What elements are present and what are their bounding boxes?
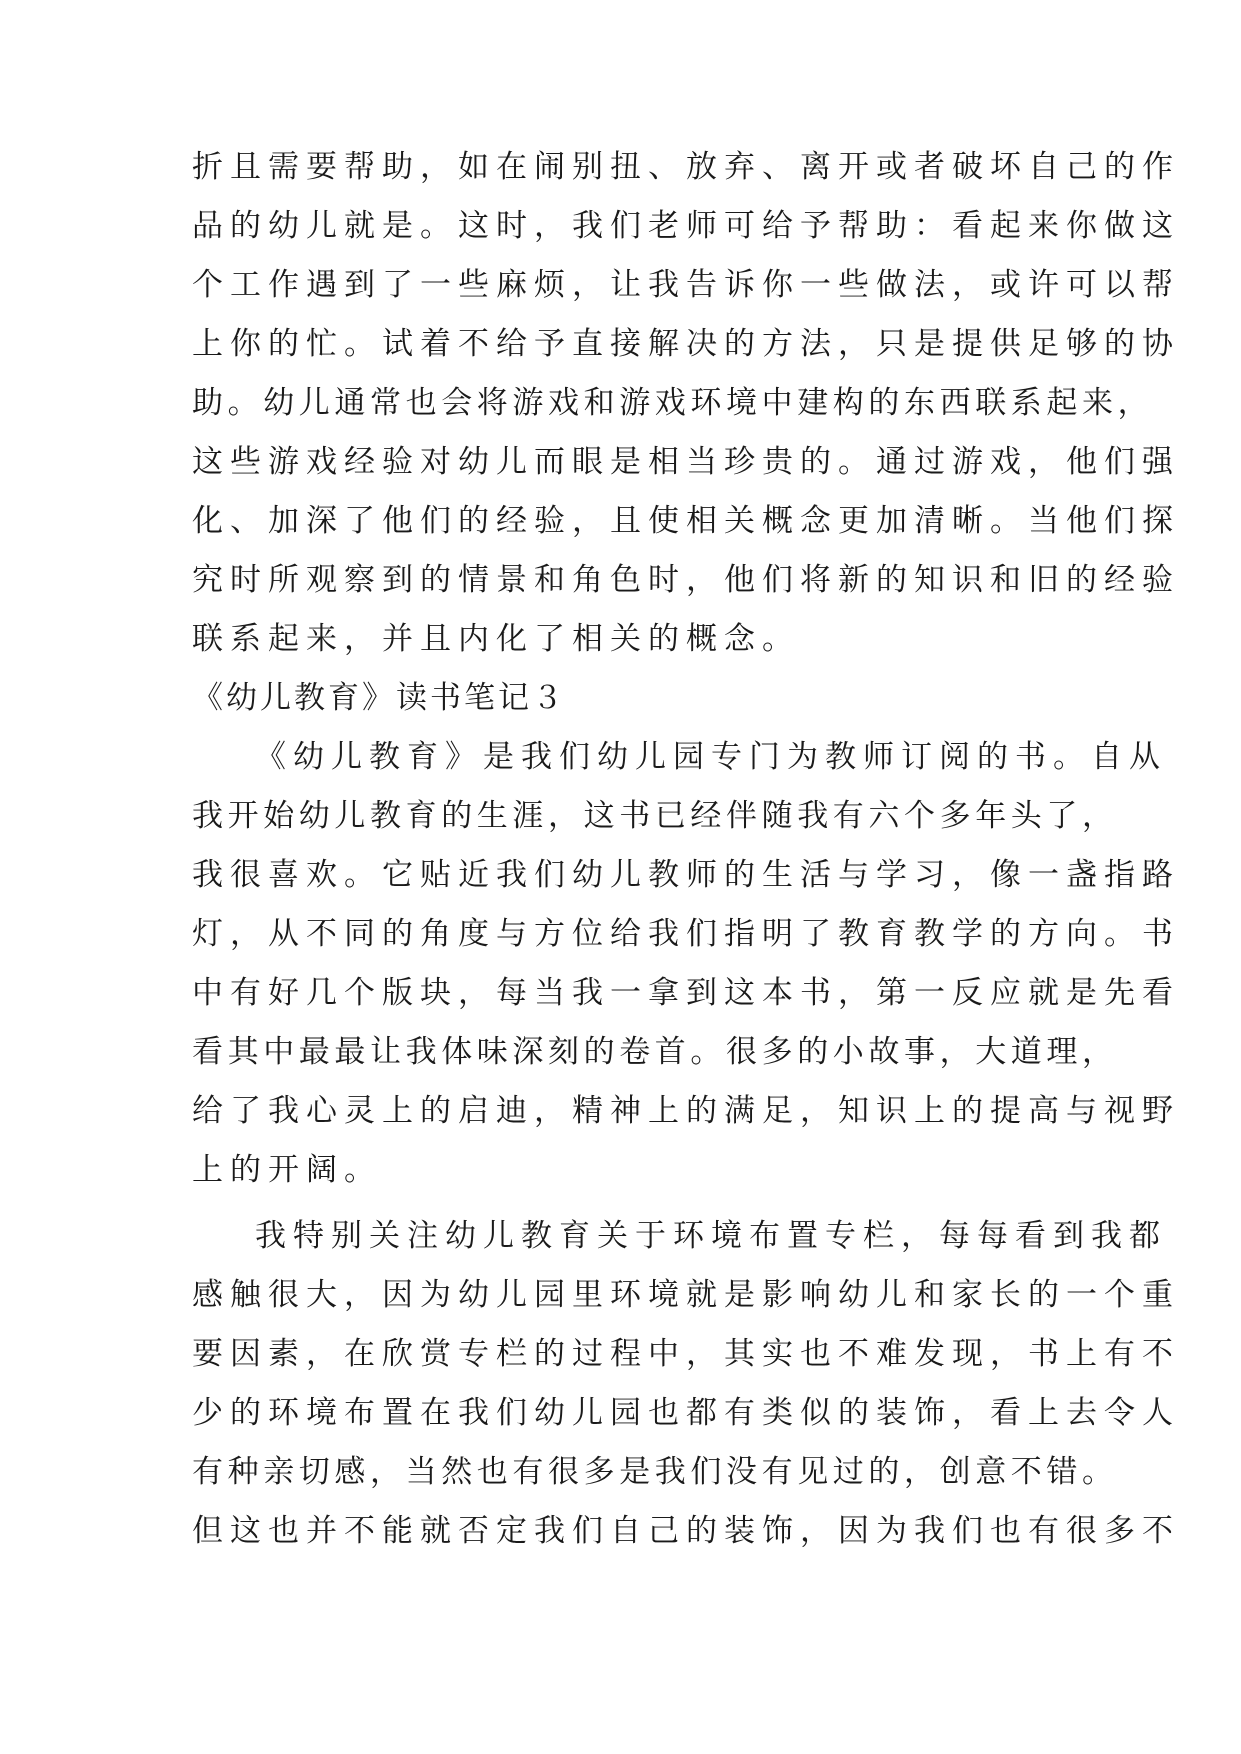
- text-line: 上的开阔。: [192, 1152, 382, 1188]
- text-line: 个工作遇到了一些麻烦，让我告诉你一些做法，或许可以帮: [192, 267, 1180, 303]
- text-line: 我很喜欢。它贴近我们幼儿教师的生活与学习，像一盏指路: [192, 857, 1180, 893]
- text-line: 中有好几个版块，每当我一拿到这本书，第一反应就是先看: [192, 975, 1180, 1011]
- text-line: 我开始幼儿教育的生涯，这书已经伴随我有六个多年头了，: [192, 798, 1118, 834]
- text-line: 有种亲切感，当然也有很多是我们没有见过的，创意不错。: [192, 1454, 1118, 1490]
- paragraph-first-line: 我特别关注幼儿教育关于环境布置专栏，每每看到我都: [255, 1218, 1167, 1254]
- text-line: 折且需要帮助，如在闹别扭、放弃、离开或者破坏自己的作: [192, 149, 1180, 185]
- text-line: 究时所观察到的情景和角色时，他们将新的知识和旧的经验: [192, 562, 1180, 598]
- text-line: 少的环境布置在我们幼儿园也都有类似的装饰，看上去令人: [192, 1395, 1180, 1431]
- text-line: 这些游戏经验对幼儿而眼是相当珍贵的。通过游戏，他们强: [192, 444, 1180, 480]
- text-line: 联系起来，并且内化了相关的概念。: [192, 621, 800, 657]
- text-line: 化、加深了他们的经验，且使相关概念更加清晰。当他们探: [192, 503, 1180, 539]
- text-line: 但这也并不能就否定我们自己的装饰，因为我们也有很多不: [192, 1513, 1180, 1549]
- text-line: 上你的忙。试着不给予直接解决的方法，只是提供足够的协: [192, 326, 1180, 362]
- text-line: 品的幼儿就是。这时，我们老师可给予帮助：看起来你做这: [192, 208, 1180, 244]
- text-line: 看其中最最让我体味深刻的卷首。很多的小故事，大道理，: [192, 1034, 1118, 1070]
- text-line: 灯，从不同的角度与方位给我们指明了教育教学的方向。书: [192, 916, 1180, 952]
- text-line: 给了我心灵上的启迪，精神上的满足，知识上的提高与视野: [192, 1093, 1180, 1129]
- text-line: 感触很大，因为幼儿园里环境就是影响幼儿和家长的一个重: [192, 1277, 1180, 1313]
- text-line: 助。幼儿通常也会将游戏和游戏环境中建构的东西联系起来，: [192, 385, 1154, 421]
- section-heading: 《幼儿教育》读书笔记３: [192, 680, 566, 716]
- text-line: 要因素，在欣赏专栏的过程中，其实也不难发现，书上有不: [192, 1336, 1180, 1372]
- paragraph-first-line: 《幼儿教育》是我们幼儿园专门为教师订阅的书。自从: [255, 739, 1167, 775]
